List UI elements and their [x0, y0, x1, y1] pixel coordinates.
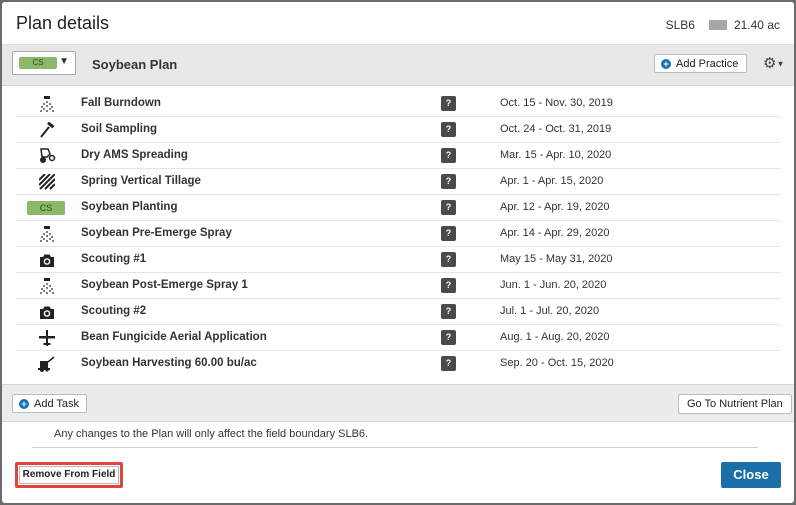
plan-details-dialog [2, 2, 794, 503]
help-icon[interactable]: ? [441, 304, 456, 319]
help-icon[interactable]: ? [441, 174, 456, 189]
task-row[interactable] [16, 273, 781, 299]
task-row[interactable] [16, 247, 781, 273]
plus-circle-icon: + [19, 399, 29, 409]
divider [32, 447, 758, 448]
task-dates: Oct. 24 - Oct. 31, 2019 [500, 123, 612, 135]
task-row[interactable] [16, 169, 781, 195]
plan-bar [2, 45, 794, 86]
task-name: Scouting #2 [81, 305, 147, 317]
help-icon[interactable]: ? [441, 252, 456, 267]
plan-name: Soybean Plan [92, 57, 178, 72]
task-row[interactable] [16, 299, 781, 325]
gear-icon: ⚙ [763, 55, 777, 72]
task-footer [2, 384, 794, 422]
task-row[interactable] [16, 91, 781, 117]
help-icon[interactable]: ? [441, 356, 456, 371]
help-icon[interactable]: ? [441, 330, 456, 345]
task-name: Soybean Harvesting 60.00 bu/ac [81, 357, 257, 369]
camera-icon [38, 251, 56, 269]
task-dates: Sep. 20 - Oct. 15, 2020 [500, 357, 614, 369]
add-practice-button[interactable] [654, 54, 747, 73]
task-row[interactable] [16, 195, 781, 221]
add-task-label: Add Task [34, 397, 80, 410]
help-icon[interactable]: ? [441, 200, 456, 215]
field-swatch [709, 20, 727, 30]
task-name: Soybean Pre-Emerge Spray [81, 227, 232, 239]
caret-down-icon: ▼ [59, 56, 69, 67]
harvester-icon [38, 355, 56, 373]
help-icon[interactable]: ? [441, 122, 456, 137]
task-name: Fall Burndown [81, 97, 161, 109]
help-icon[interactable]: ? [441, 148, 456, 163]
task-dates: Apr. 1 - Apr. 15, 2020 [500, 175, 604, 187]
task-dates: Jul. 1 - Jul. 20, 2020 [500, 305, 600, 317]
spray-icon [38, 277, 56, 295]
settings-menu-button[interactable] [763, 54, 784, 72]
dialog-header [2, 2, 794, 45]
task-name: Spring Vertical Tillage [81, 175, 201, 187]
spray-icon [38, 225, 56, 243]
tillage-icon [38, 173, 56, 191]
task-row[interactable] [16, 351, 781, 376]
task-name: Bean Fungicide Aerial Application [81, 331, 267, 343]
task-name: Soil Sampling [81, 123, 158, 135]
help-icon[interactable]: ? [441, 226, 456, 241]
task-list [16, 91, 781, 376]
task-row[interactable] [16, 117, 781, 143]
caret-down-icon: ▼ [776, 59, 785, 69]
spray-icon [38, 95, 56, 113]
add-practice-label: Add Practice [676, 57, 739, 70]
task-row[interactable] [16, 325, 781, 351]
airplane-icon [38, 329, 56, 347]
task-dates: Apr. 14 - Apr. 29, 2020 [500, 227, 610, 239]
crop-badge-label: CS [27, 201, 65, 215]
task-name: Dry AMS Spreading [81, 149, 188, 161]
close-button[interactable]: Close [721, 462, 781, 488]
plus-circle-icon: + [661, 59, 671, 69]
field-area: 21.40 ac [733, 18, 780, 32]
boundary-notice: Any changes to the Plan will only affect the field boundary SLB6. [54, 428, 369, 440]
field-name: SLB6 [665, 18, 695, 32]
dialog-title: Plan details [16, 13, 110, 33]
camera-icon [38, 303, 56, 321]
task-name: Soybean Post-Emerge Spray 1 [81, 279, 248, 291]
soil-probe-icon [38, 121, 56, 139]
task-dates: Mar. 15 - Apr. 10, 2020 [500, 149, 612, 161]
field-info [666, 18, 780, 32]
task-row[interactable] [16, 221, 781, 247]
task-dates: May 15 - May 31, 2020 [500, 253, 613, 265]
task-dates: Aug. 1 - Aug. 20, 2020 [500, 331, 610, 343]
task-row[interactable] [16, 143, 781, 169]
add-task-button[interactable] [12, 394, 87, 413]
task-name: Scouting #1 [81, 253, 147, 265]
remove-highlight [15, 462, 123, 488]
nutrient-plan-button[interactable]: Go To Nutrient Plan [678, 394, 792, 414]
remove-from-field-button[interactable]: Remove From Field [19, 466, 119, 484]
task-dates: Oct. 15 - Nov. 30, 2019 [500, 97, 613, 109]
task-dates: Apr. 12 - Apr. 19, 2020 [500, 201, 610, 213]
task-dates: Jun. 1 - Jun. 20, 2020 [500, 279, 607, 291]
help-icon[interactable]: ? [441, 278, 456, 293]
crop-badge [27, 199, 65, 217]
task-name: Soybean Planting [81, 201, 178, 213]
crop-badge: CS [19, 57, 57, 69]
help-icon[interactable]: ? [441, 96, 456, 111]
crop-select[interactable] [12, 51, 76, 75]
spreader-icon [38, 147, 56, 165]
